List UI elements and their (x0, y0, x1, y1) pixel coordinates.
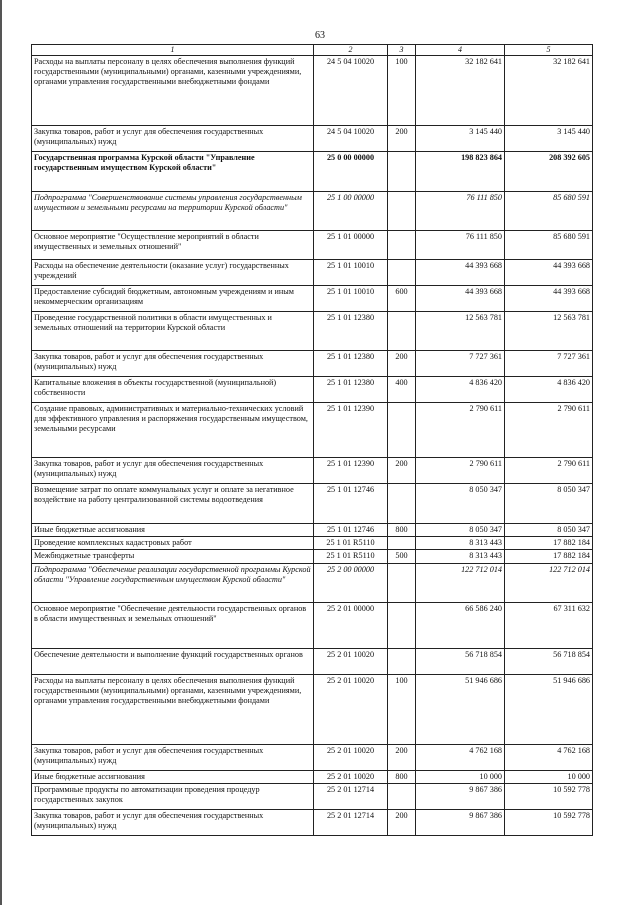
row-vr-cell: 200 (388, 458, 416, 484)
table-row (32, 403, 593, 458)
row-sum-2022-cell: 208 392 605 (505, 152, 593, 192)
table-row (32, 286, 593, 312)
row-code-cell: 25 2 01 10020 (314, 744, 388, 770)
row-code-cell: 25 2 01 12714 (314, 783, 388, 809)
row-name-cell: Расходы на выплаты персоналу в целях обеспечения выполнения функций государственными (муниципальными) органами, казенными учреждениями, органами управления государственными внебюджетными фондами (32, 56, 314, 126)
table-row (32, 377, 593, 403)
row-sum-2022-cell: 32 182 641 (505, 56, 593, 126)
row-sum-2022-cell: 7 727 361 (505, 351, 593, 377)
row-vr-cell: 200 (388, 126, 416, 152)
row-name-cell: Капитальные вложения в объекты государственной (муниципальной) собственности (32, 377, 314, 403)
row-code-cell: 25 2 01 12714 (314, 809, 388, 835)
row-name-cell: Закупка товаров, работ и услуг для обеспечения государственных (муниципальных) нужд (32, 744, 314, 770)
row-code-cell: 25 1 01 10010 (314, 286, 388, 312)
row-name-cell: Закупка товаров, работ и услуг для обеспечения государственных (муниципальных) нужд (32, 458, 314, 484)
row-vr-cell: 800 (388, 524, 416, 537)
table-row (32, 744, 593, 770)
row-sum-2022-cell: 8 050 347 (505, 484, 593, 524)
row-vr-cell: 500 (388, 550, 416, 563)
header-cell: 3 (388, 45, 416, 56)
row-name-cell: Предоставление субсидий бюджетным, автономным учреждениям и иным некоммерческим организациям (32, 286, 314, 312)
row-sum-2022-cell: 10 592 778 (505, 783, 593, 809)
row-sum-2022-cell: 85 680 591 (505, 231, 593, 260)
row-sum-2022-cell: 3 145 440 (505, 126, 593, 152)
row-name-cell: Иные бюджетные ассигнования (32, 770, 314, 783)
table-row (32, 260, 593, 286)
row-code-cell: 25 2 01 10020 (314, 648, 388, 674)
table-row (32, 524, 593, 537)
table-row (32, 648, 593, 674)
row-name-cell: Возмещение затрат по оплате коммунальных услуг и оплате за негативное воздействие на работу централизованной системы водоотведения (32, 484, 314, 524)
row-sum-2021-cell: 10 000 (416, 770, 505, 783)
row-name-cell: Закупка товаров, работ и услуг для обеспечения государственных (муниципальных) нужд (32, 809, 314, 835)
row-sum-2022-cell: 44 393 668 (505, 286, 593, 312)
row-sum-2022-cell: 44 393 668 (505, 260, 593, 286)
row-sum-2021-cell: 44 393 668 (416, 260, 505, 286)
table-row (32, 458, 593, 484)
row-vr-cell (388, 648, 416, 674)
table-row (32, 231, 593, 260)
row-vr-cell: 600 (388, 286, 416, 312)
row-code-cell: 25 1 00 00000 (314, 192, 388, 231)
row-sum-2021-cell: 8 050 347 (416, 524, 505, 537)
table-row (32, 56, 593, 126)
table-row (32, 152, 593, 192)
row-sum-2021-cell: 2 790 611 (416, 403, 505, 458)
header-cell: 2 (314, 45, 388, 56)
row-sum-2022-cell: 56 718 854 (505, 648, 593, 674)
table-row (32, 783, 593, 809)
row-code-cell: 25 2 01 10020 (314, 770, 388, 783)
table-row (32, 809, 593, 835)
row-code-cell: 25 1 01 12380 (314, 312, 388, 351)
row-sum-2022-cell: 2 790 611 (505, 403, 593, 458)
header-cell: 1 (32, 45, 314, 56)
row-code-cell: 25 0 00 00000 (314, 152, 388, 192)
row-sum-2021-cell: 66 586 240 (416, 602, 505, 648)
row-name-cell: Проведение комплексных кадастровых работ (32, 537, 314, 550)
row-name-cell: Иные бюджетные ассигнования (32, 524, 314, 537)
table-row (32, 484, 593, 524)
row-sum-2021-cell: 198 823 864 (416, 152, 505, 192)
row-sum-2021-cell: 51 946 686 (416, 674, 505, 744)
header-cell: 4 (416, 45, 505, 56)
row-code-cell: 25 1 01 R5110 (314, 537, 388, 550)
row-name-cell: Основное мероприятие "Обеспечение деятельности государственных органов в области имущественных и земельных отношений" (32, 602, 314, 648)
row-sum-2021-cell: 76 111 850 (416, 231, 505, 260)
row-code-cell: 25 1 01 12380 (314, 351, 388, 377)
row-sum-2022-cell: 122 712 014 (505, 563, 593, 602)
row-sum-2021-cell: 4 762 168 (416, 744, 505, 770)
row-sum-2022-cell: 4 762 168 (505, 744, 593, 770)
table-header-row (32, 45, 593, 56)
table-row (32, 563, 593, 602)
row-sum-2022-cell: 4 836 420 (505, 377, 593, 403)
row-sum-2022-cell: 17 882 184 (505, 537, 593, 550)
row-name-cell: Подпрограмма "Совершенствование системы управления государственным имуществом и земельными ресурсами на территории Курской области" (32, 192, 314, 231)
row-sum-2021-cell: 32 182 641 (416, 56, 505, 126)
table-row (32, 351, 593, 377)
row-sum-2021-cell: 56 718 854 (416, 648, 505, 674)
row-code-cell: 25 2 01 10020 (314, 674, 388, 744)
row-sum-2022-cell: 51 946 686 (505, 674, 593, 744)
row-sum-2022-cell: 67 311 632 (505, 602, 593, 648)
row-code-cell: 24 5 04 10020 (314, 126, 388, 152)
row-vr-cell: 200 (388, 351, 416, 377)
row-vr-cell: 200 (388, 744, 416, 770)
row-sum-2021-cell: 122 712 014 (416, 563, 505, 602)
row-name-cell: Проведение государственной политики в области имущественных и земельных отношений на территории Курской области (32, 312, 314, 351)
row-vr-cell: 100 (388, 56, 416, 126)
row-vr-cell (388, 152, 416, 192)
row-code-cell: 25 1 01 10010 (314, 260, 388, 286)
row-sum-2022-cell: 2 790 611 (505, 458, 593, 484)
row-code-cell: 25 1 01 12746 (314, 524, 388, 537)
row-name-cell: Создание правовых, административных и материально-технических условий для эффективного управления и распоряжения государственным имуществом, земельными ресурсами (32, 403, 314, 458)
table-row (32, 192, 593, 231)
row-code-cell: 25 1 01 00000 (314, 231, 388, 260)
row-name-cell: Государственная программа Курской области "Управление государственным имуществом Курской области" (32, 152, 314, 192)
row-code-cell: 25 1 01 12390 (314, 403, 388, 458)
row-name-cell: Расходы на выплаты персоналу в целях обеспечения выполнения функций государственными (муниципальными) органами, казенными учреждениями, органами управления государственными внебюджетными фондами (32, 674, 314, 744)
row-name-cell: Межбюджетные трансферты (32, 550, 314, 563)
row-sum-2022-cell: 12 563 781 (505, 312, 593, 351)
header-cell: 5 (505, 45, 593, 56)
row-sum-2021-cell: 8 050 347 (416, 484, 505, 524)
row-sum-2021-cell: 3 145 440 (416, 126, 505, 152)
row-code-cell: 25 2 00 00000 (314, 563, 388, 602)
row-vr-cell (388, 260, 416, 286)
row-sum-2022-cell: 10 592 778 (505, 809, 593, 835)
scan-edge (0, 0, 2, 905)
row-sum-2021-cell: 76 111 850 (416, 192, 505, 231)
row-vr-cell (388, 192, 416, 231)
row-vr-cell: 100 (388, 674, 416, 744)
row-sum-2022-cell: 10 000 (505, 770, 593, 783)
row-sum-2022-cell: 17 882 184 (505, 550, 593, 563)
row-vr-cell: 200 (388, 809, 416, 835)
row-vr-cell: 400 (388, 377, 416, 403)
row-vr-cell (388, 783, 416, 809)
row-sum-2021-cell: 8 313 443 (416, 537, 505, 550)
row-vr-cell: 800 (388, 770, 416, 783)
row-code-cell: 25 1 01 12390 (314, 458, 388, 484)
row-sum-2021-cell: 4 836 420 (416, 377, 505, 403)
row-sum-2021-cell: 9 867 386 (416, 783, 505, 809)
page-number: 63 (315, 30, 325, 41)
row-code-cell: 25 1 01 R5110 (314, 550, 388, 563)
row-vr-cell (388, 484, 416, 524)
row-vr-cell (388, 563, 416, 602)
table-row (32, 537, 593, 550)
row-sum-2021-cell: 7 727 361 (416, 351, 505, 377)
row-vr-cell (388, 312, 416, 351)
row-sum-2022-cell: 85 680 591 (505, 192, 593, 231)
budget-table (31, 44, 593, 836)
row-code-cell: 25 1 01 12380 (314, 377, 388, 403)
row-vr-cell (388, 403, 416, 458)
table-row (32, 550, 593, 563)
table-row (32, 126, 593, 152)
row-sum-2022-cell: 8 050 347 (505, 524, 593, 537)
row-name-cell: Программные продукты по автоматизации проведения процедур государственных закупок (32, 783, 314, 809)
row-vr-cell (388, 537, 416, 550)
row-sum-2021-cell: 9 867 386 (416, 809, 505, 835)
row-name-cell: Подпрограмма "Обеспечение реализации государственной программы Курской области "Управление государственным имуществом Курской области" (32, 563, 314, 602)
row-name-cell: Расходы на обеспечение деятельности (оказание услуг) государственных учреждений (32, 260, 314, 286)
table-row (32, 674, 593, 744)
row-sum-2021-cell: 2 790 611 (416, 458, 505, 484)
row-sum-2021-cell: 12 563 781 (416, 312, 505, 351)
row-vr-cell (388, 231, 416, 260)
table-row (32, 770, 593, 783)
row-code-cell: 25 2 01 00000 (314, 602, 388, 648)
row-code-cell: 25 1 01 12746 (314, 484, 388, 524)
row-code-cell: 24 5 04 10020 (314, 56, 388, 126)
table-row (32, 312, 593, 351)
row-sum-2021-cell: 44 393 668 (416, 286, 505, 312)
row-vr-cell (388, 602, 416, 648)
row-name-cell: Закупка товаров, работ и услуг для обеспечения государственных (муниципальных) нужд (32, 351, 314, 377)
row-name-cell: Закупка товаров, работ и услуг для обеспечения государственных (муниципальных) нужд (32, 126, 314, 152)
row-name-cell: Обеспечение деятельности и выполнение функций государственных органов (32, 648, 314, 674)
row-sum-2021-cell: 8 313 443 (416, 550, 505, 563)
row-name-cell: Основное мероприятие "Осуществление мероприятий в области имущественных и земельных отношений" (32, 231, 314, 260)
table-row (32, 602, 593, 648)
